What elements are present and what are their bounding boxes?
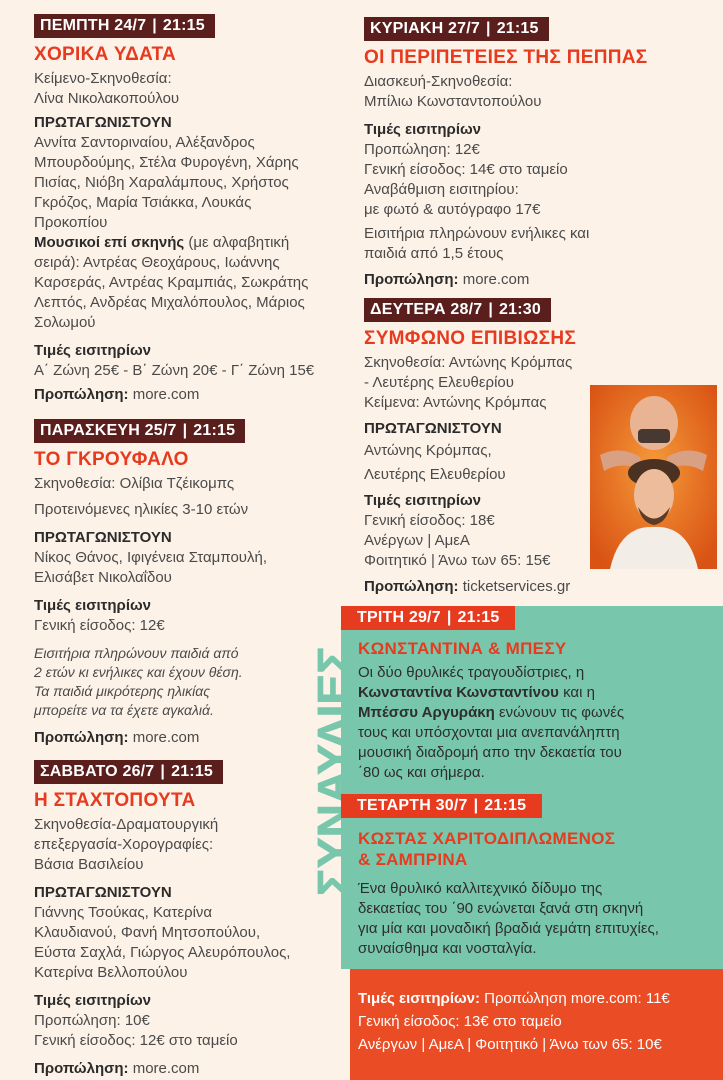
presale: Προπώληση: more.com xyxy=(364,271,530,288)
prices: Προπώληση: 12€ Γενική είσοδος: 14€ στο ταμείο Αναβάθμιση εισιτηρίου: με φωτό & αυτόγραφο 17€ Εισιτήρια πληρώνουν ενήλικες και παιδιά από 1,5 έτους xyxy=(364,141,590,262)
date-bar: ΚΥΡΙΑΚΗ 27/7 | 21:15 xyxy=(364,17,549,41)
concert-1 xyxy=(341,606,721,783)
presale: Προπώληση: more.com xyxy=(34,386,200,403)
event-title: Η ΣΤΑΧΤΟΠΟΥΤΑ xyxy=(34,790,196,811)
date-bar: ΠΑΡΑΣΚΕΥΗ 25/7 | 21:15 xyxy=(34,419,245,443)
concerts-prices-box: Τιμές εισιτηρίων: Προπώληση more.com: 11€ Γενική είσοδος: 13€ στο ταμείο Ανέργων | ΑμεΑ | Φοιτητικό | Άνω των 65: 10€ xyxy=(350,969,723,1080)
concert-title: ΚΩΣΤΑΣ ΧΑΡΙΤΟΔΙΠΛΩΜΕΝΟΣ & ΣΑΜΠΡΙΝΑ xyxy=(358,829,616,869)
prices: Γενική είσοδος: 18€ Ανέργων | ΑμεΑ Φοιτητικό | Άνω των 65: 15€ xyxy=(364,512,551,569)
concert-title: ΚΩΝΣΤΑΝΤΙΝΑ & ΜΠΕΣΥ xyxy=(358,639,567,658)
cast-list: Νίκος Θάνος, Ιφιγένεια Σταμπουλή, Ελισάβετ Νικολαΐδου xyxy=(34,549,268,586)
prices-label: Τιμές εισιτηρίων xyxy=(34,597,152,614)
prices: Προπώληση: 10€ Γενική είσοδος: 12€ στο ταμείο xyxy=(34,1012,238,1049)
event-title: ΧΟΡΙΚΑ ΥΔΑΤΑ xyxy=(34,44,177,65)
credit: Σκηνοθεσία: Αντώνης Κρόμπας - Λευτέρης Ελευθερίου Κείμενα: Αντώνης Κρόμπας xyxy=(364,354,573,411)
cast-label: ΠΡΩΤΑΓΩΝΙΣΤΟΥΝ xyxy=(34,529,172,546)
prices-label: Τιμές εισιτηρίων xyxy=(364,121,482,138)
cast-label: ΠΡΩΤΑΓΩΝΙΣΤΟΥΝ xyxy=(34,114,172,131)
concert-2 xyxy=(341,794,721,959)
date-bar: ΔΕΥΤΕΡΑ 28/7 | 21:30 xyxy=(364,298,551,322)
event-peppa xyxy=(364,17,714,290)
prices: Γενική είσοδος: 12€ xyxy=(34,617,165,634)
event-choriká-ydata xyxy=(34,14,339,405)
date-bar: ΤΡΙΤΗ 29/7 | 21:15 xyxy=(341,606,515,630)
presale: Προπώληση: more.com xyxy=(34,729,200,746)
event-i-stachtopouta xyxy=(34,760,339,1079)
cast-list: Γιάννης Τσούκας, Κατερίνα Κλαυδιανού, Φανή Μητσοπούλου, Εύστα Σαχλά, Γιώργος Αλευρόπουλος, Κατερίνα Βελλοπούλου xyxy=(34,904,291,981)
prices-label: Τιμές εισιτηρίων xyxy=(364,492,482,509)
concert-description: Οι δύο θρυλικές τραγουδίστριες, η Κωνσταντίνα Κωνσταντίνου και η Μπέσσυ Αργυράκη ενώνουν τις φωνές τους και υπόσχονται μια ανεπανάληπτη μουσική διαδρομή απο την δεκαετία του ΄80 ως και σήμερα. xyxy=(358,664,625,781)
actors-photo xyxy=(590,385,717,569)
concert-description: Ένα θρυλικό καλλιτεχνικό δίδυμο της δεκαετίας του ΄90 ενώνεται ξανά στη σκηνή για μία και μοναδική βραδιά γεμάτη επιτυχίες, συναίσθημα και νοσταλγία. xyxy=(358,880,659,957)
date-bar: ΠΕΜΠΤΗ 24/7 | 21:15 xyxy=(34,14,215,38)
credit: Κείμενο-Σκηνοθεσία: Λίνα Νικολακοπούλου xyxy=(34,70,180,107)
event-to-gkroufalo xyxy=(34,419,339,748)
date-bar: ΤΕΤΑΡΤΗ 30/7 | 21:15 xyxy=(341,794,542,818)
cast-label: ΠΡΩΤΑΓΩΝΙΣΤΟΥΝ xyxy=(364,420,502,437)
svg-text:ΣΥΝΑΥΛΙΕΣ: ΣΥΝΑΥΛΙΕΣ xyxy=(309,658,358,896)
prices: Α΄ Ζώνη 25€ - Β΄ Ζώνη 20€ - Γ΄ Ζώνη 15€ xyxy=(34,362,315,379)
cast-label: ΠΡΩΤΑΓΩΝΙΣΤΟΥΝ xyxy=(34,884,172,901)
event-title: ΟΙ ΠΕΡΙΠΕΤΕΙΕΣ ΤΗΣ ΠΕΠΠΑΣ xyxy=(364,47,648,68)
date-bar: ΣΑΒΒΑΤΟ 26/7 | 21:15 xyxy=(34,760,223,784)
presale: Προπώληση: ticketservices.gr xyxy=(364,578,571,595)
cast-list: Αντώνης Κρόμπας, Λευτέρης Ελευθερίου xyxy=(364,442,506,483)
event-title: ΤΟ ΓΚΡΟΥΦΑΛΟ xyxy=(34,449,189,470)
prices-label: Τιμές εισιτηρίων xyxy=(34,342,152,359)
musicians: Μουσικοί επί σκηνής (με αλφαβητική σειρά): Αντρέας Θεοχάρους, Ιωάννης Καρσεράς, Αντρέας Κραμπιάς, Σωκράτης Λεπτός, Ανδρέας Μιχαλόπουλος, Μάριος Σολωμού xyxy=(34,234,309,331)
cast-list: Αννίτα Σαντοριναίου, Αλέξανδρος Μπουρδούμης, Στέλα Φυρογένη, Χάρης Πισίας, Νιόβη Χαραλάμπους, Χρήστος Γκρόζος, Μαρία Τσιάκκα, Λουκάς Προκοπίου xyxy=(34,134,299,231)
event-title: ΣΥΜΦΩΝΟ ΕΠΙΒΙΩΣΗΣ xyxy=(364,328,577,349)
age-recommendation: Προτεινόμενες ηλικίες 3-10 ετών xyxy=(34,501,249,518)
credit: Σκηνοθεσία-Δραματουργική επεξεργασία-Χορογραφίες: Βάσια Βασιλείου xyxy=(34,816,219,873)
prices-label: Τιμές εισιτηρίων xyxy=(34,992,152,1009)
credit: Σκηνοθεσία: Ολίβια Τζέικομπς xyxy=(34,475,235,492)
presale: Προπώληση: more.com xyxy=(34,1060,200,1077)
credit: Διασκευή-Σκηνοθεσία: Μπίλιω Κωνσταντοπούλου xyxy=(364,73,542,110)
ticket-note: Εισιτήρια πληρώνουν παιδιά από 2 ετών κι ενήλικες και έχουν θέση. Τα παιδιά μικρότερης ηλικίας μπορείτε να τα έχετε αγκαλιά. xyxy=(34,645,243,718)
left-column xyxy=(34,14,339,1079)
